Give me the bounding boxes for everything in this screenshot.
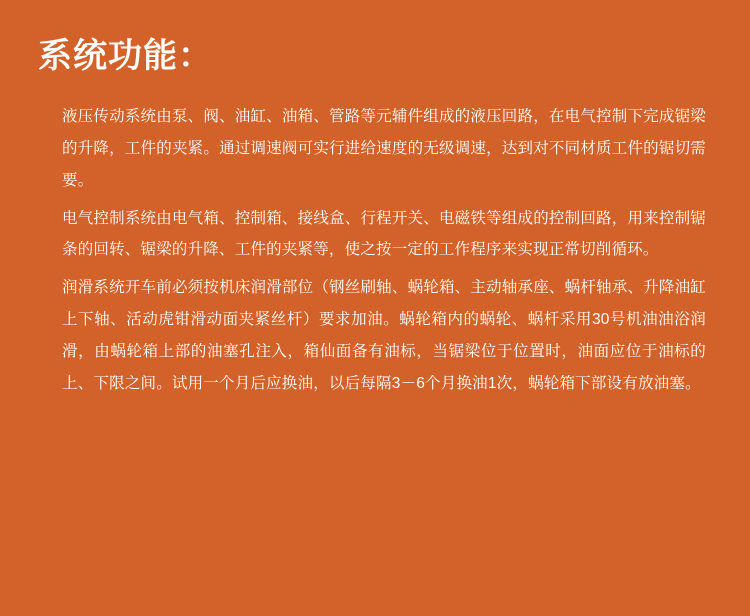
paragraph-lubrication-system: 润滑系统开车前必须按机床润滑部位（钢丝刷轴、蜗轮箱、主动轴承座、蜗杆轴承、升降油缸上下轴、活动虎钳滑动面夹紧丝杆）要求加油。蜗轮箱内的蜗轮、蜗杆采用30号机油油浴润滑，由蜗轮箱上部的油塞孔注入，箱仙面备有油标，当锯梁位于位置时，油面应位于油标的上、下限之间。试用一个月后应换油，以后每隔3－6个月换油1次，蜗轮箱下部设有放油塞。 bbox=[62, 279, 706, 392]
paragraph-hydraulic-system: 液压传动系统由泵、阀、油缸、油箱、管路等元辅件组成的液压回路，在电气控制下完成锯梁的升降，工件的夹紧。通过调速阀可实行进给速度的无级调速，达到对不同材质工件的锯切需要。 bbox=[62, 108, 706, 189]
body-copy bbox=[62, 101, 706, 399]
paragraph-electrical-control-system: 电气控制系统由电气箱、控制箱、接线盒、行程开关、电磁铁等组成的控制回路，用来控制锯条的回转、锯梁的升降、工件的夹紧等，使之按一定的工作程序来实现正常切削循环。 bbox=[62, 209, 706, 259]
page-title: 系统功能： bbox=[38, 37, 213, 75]
